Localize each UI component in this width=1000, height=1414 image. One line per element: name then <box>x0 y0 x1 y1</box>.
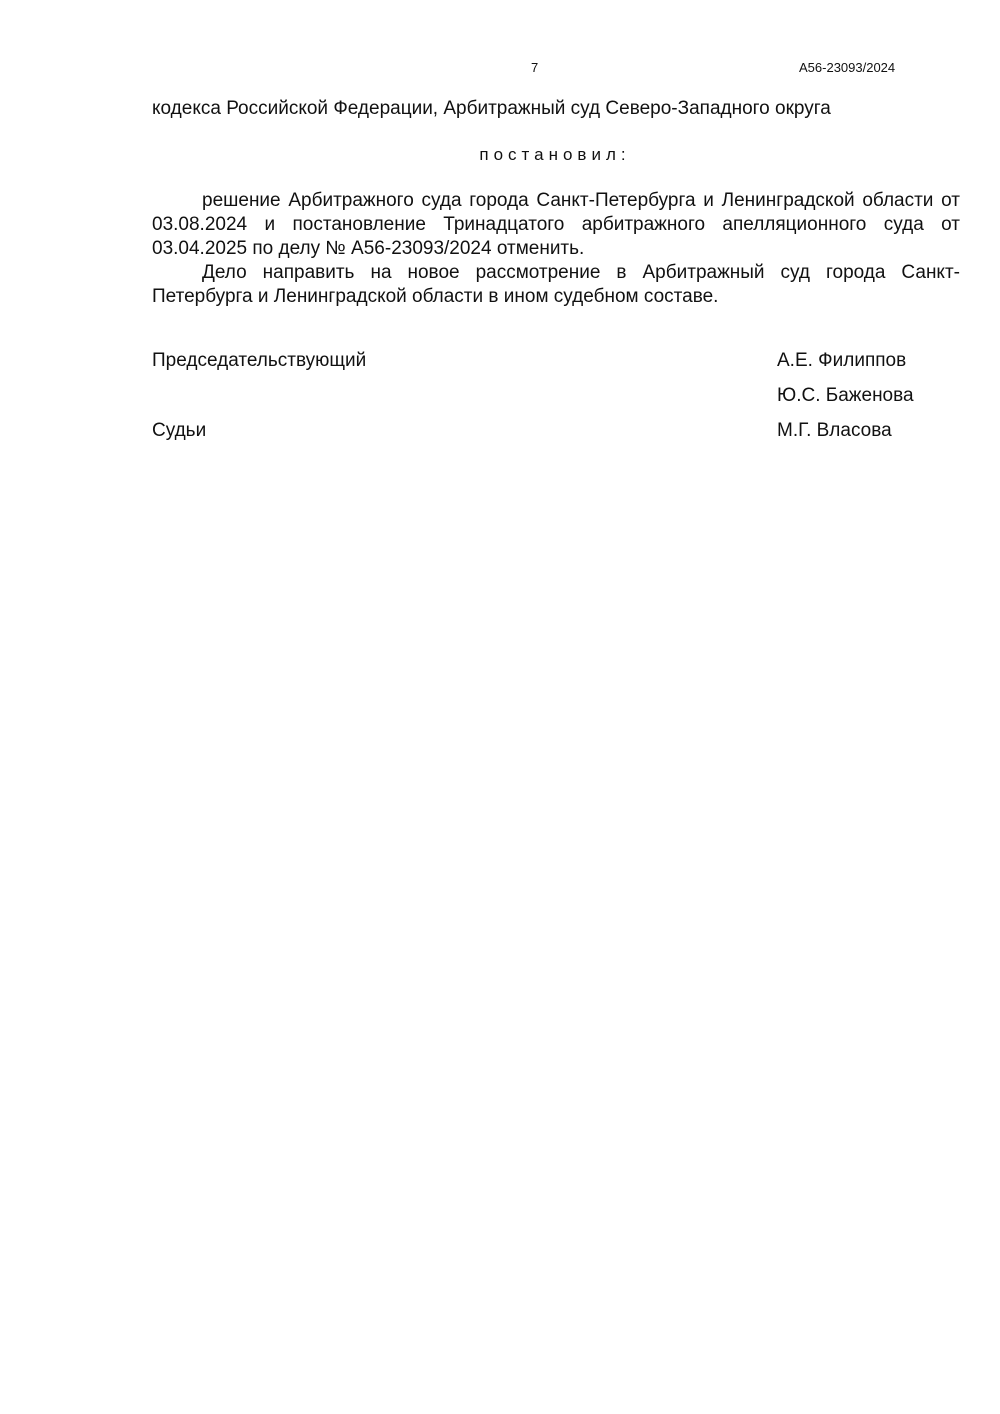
case-number: А56-23093/2024 <box>799 60 896 75</box>
page-number: 7 <box>531 60 539 75</box>
resolution-heading: постановил: <box>479 145 631 164</box>
judges-label: Судьи <box>152 420 207 441</box>
decision-paragraph-2: Дело направить на новое рассмотрение в Арбитражный суд города Санкт-Петербурга и Ленинградской области в ином судебном составе. <box>152 262 960 307</box>
presiding-name: А.Е. Филиппов <box>777 350 907 371</box>
continuation-line: кодекса Российской Федерации, Арбитражный суд Северо-Западного округа <box>152 98 831 119</box>
presiding-label: Председательствующий <box>152 350 367 371</box>
decision-block <box>152 189 960 309</box>
decision-paragraph-1: решение Арбитражного суда города Санкт-Петербурга и Ленинградской области от 03.08.2024 и постановление Тринадцатого арбитражного апелляционного суда от 03.04.2025 по делу № А56-23093/2024 отменить. <box>152 190 960 259</box>
judge-name-1: Ю.С. Баженова <box>777 385 914 406</box>
judge-name-2: М.Г. Власова <box>777 420 892 441</box>
